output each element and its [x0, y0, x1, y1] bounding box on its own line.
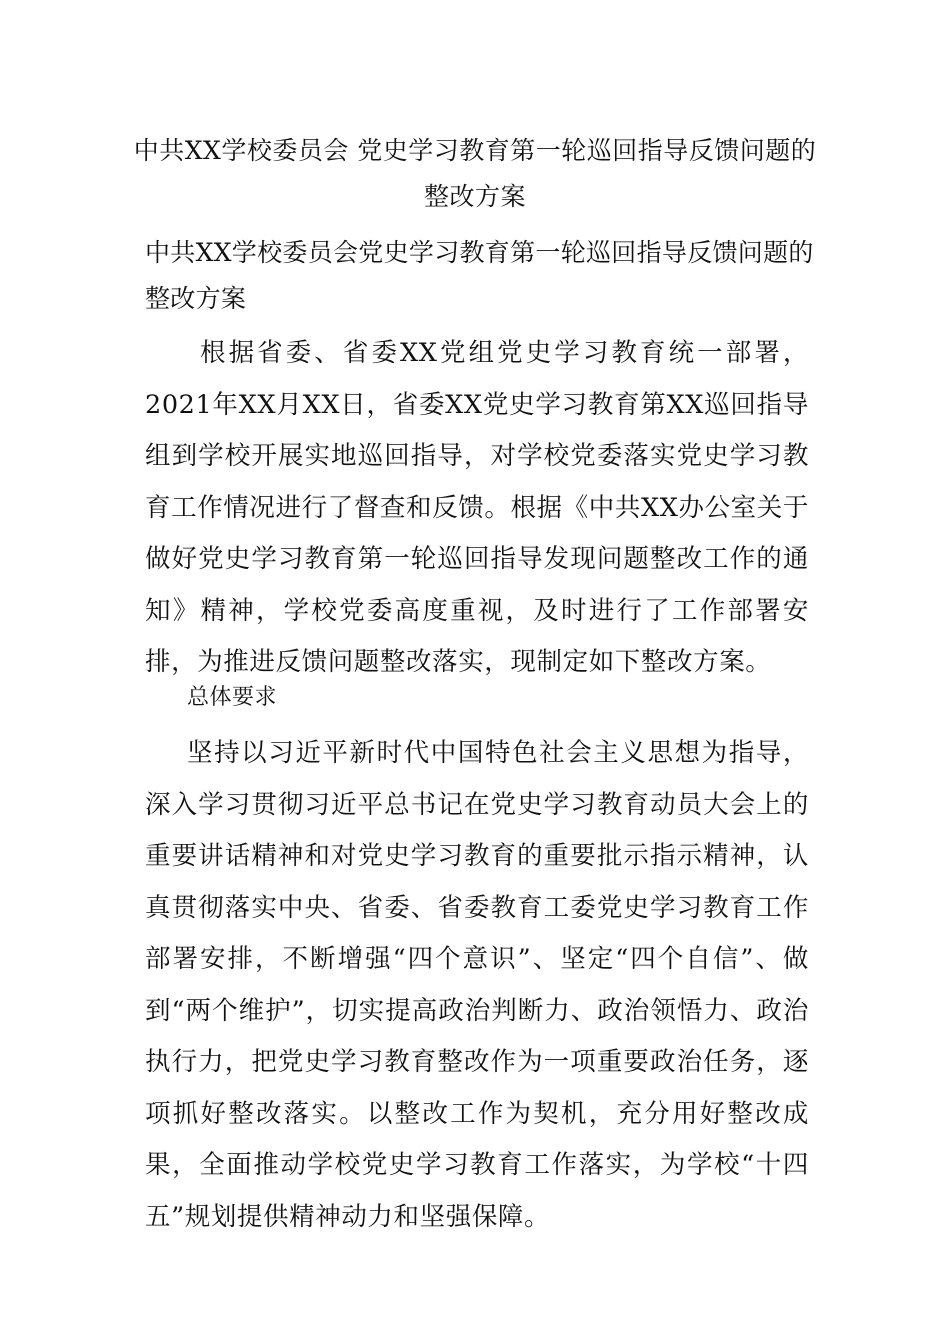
requirements-paragraph: 坚持以习近平新时代中国特色社会主义思想为指导，深入学习贯彻习近平总书记在党史学习教育动员大会上的重要讲话精神和对党史学习教育的重要批示指示精神，认真贯彻落实中央、省委、省委教育工委党史学习教育工作部署安排，不断增强“四个意识”、坚定“四个自信”、做到“两个维护”，切实提高政治判断力、政治领悟力、政治执行力，把党史学习教育整改作为一项重要政治任务，逐项抓好整改落实。以整改工作为契机，充分用好整改成果，全面推动学校党史学习教育工作落实，为学校“十四五”规划提供精神动力和坚强保障。: [145, 738, 809, 1232]
document-subtitle: 中共XX学校委员会党史学习教育第一轮巡回指导反馈问题的整改方案: [145, 238, 814, 313]
intro-paragraph: 根据省委、省委XX党组党史学习教育统一部署，2021年XX月XX日，省委XX党史学习教育第XX巡回指导组到学校开展实地巡回指导，对学校党委落实党史学习教育工作情况进行了督查和反馈。根据《中共XX办公室关于做好党史学习教育第一轮巡回指导发现问题整改工作的通知》精神，学校党委高度重视，及时进行了工作部署安排，为推进反馈问题整改落实，现制定如下整改方案。: [145, 338, 809, 677]
section-heading: 总体要求: [187, 685, 278, 710]
document-title: 中共XX学校委员会 党史学习教育第一轮巡回指导反馈问题的 整改方案: [133, 136, 817, 211]
